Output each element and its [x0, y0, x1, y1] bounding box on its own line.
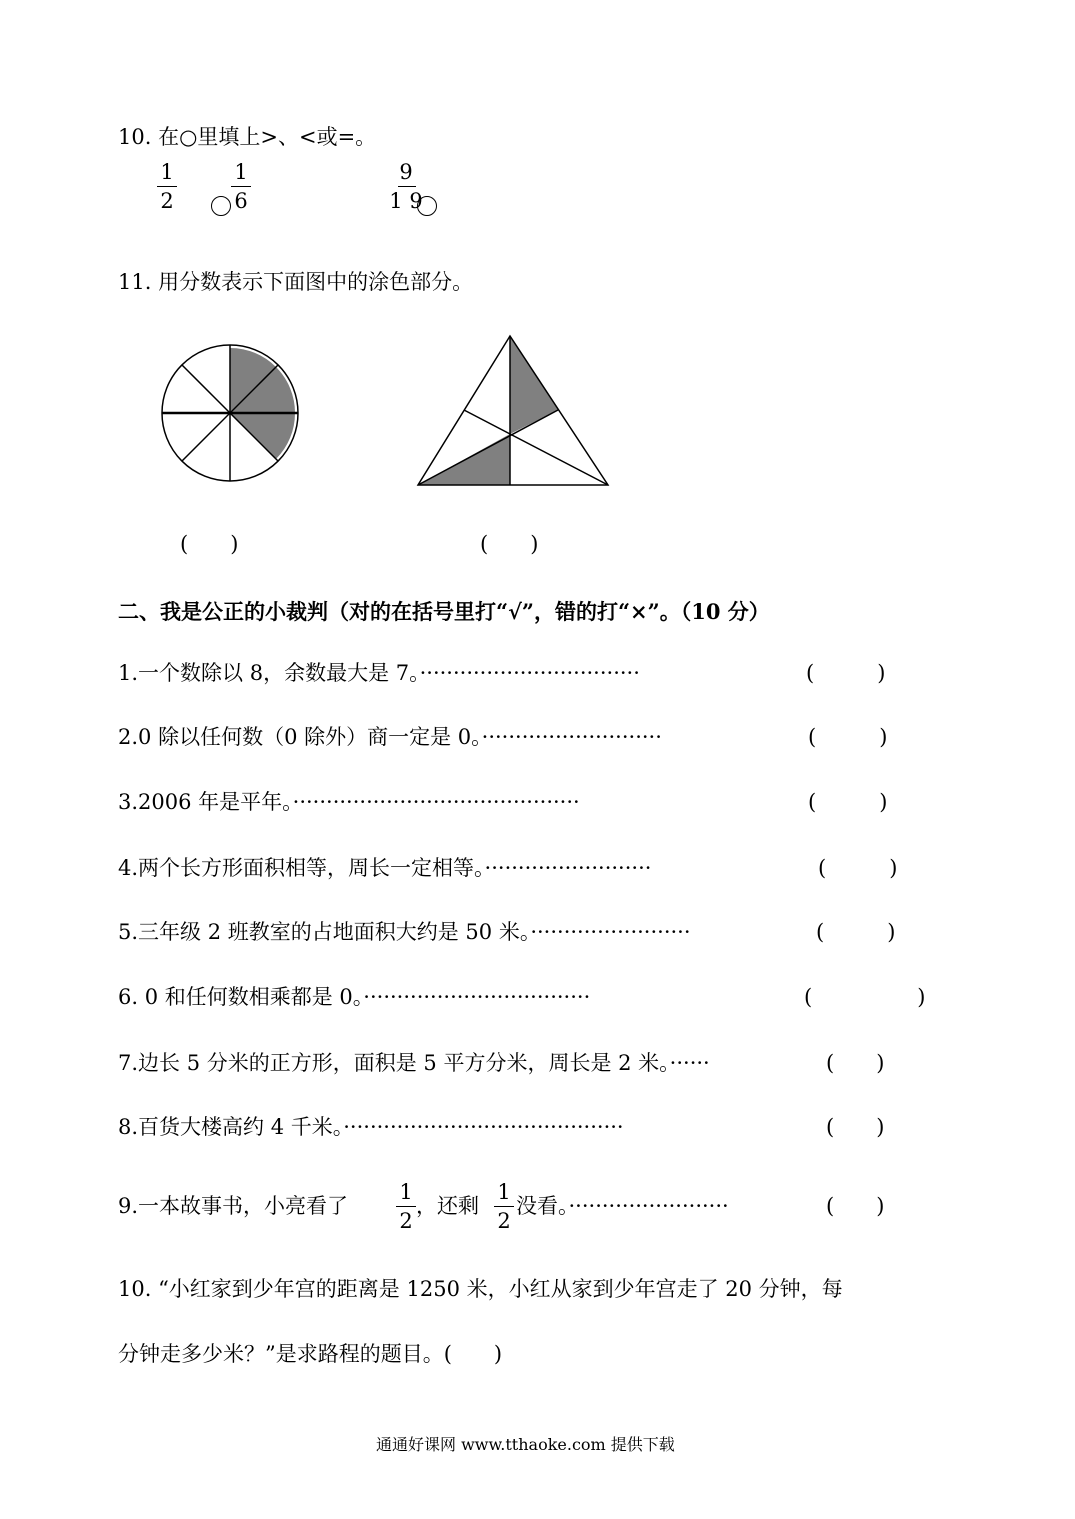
judge-item-10-line2: 分钟走多少米？”是求路程的题目。( ) [118, 1342, 503, 1366]
circle-answer-blank[interactable]: ( ) [180, 532, 239, 556]
answer-blank[interactable]: ( ) [826, 1194, 885, 1218]
item-dots: ··························· [481, 725, 662, 749]
answer-blank[interactable]: ( ) [808, 725, 888, 749]
fraction-denominator: 2 [160, 189, 174, 213]
page-footer: 通通好课网 www.tthaoke.com 提供下载 [376, 1435, 675, 1454]
judge-item-1 [118, 660, 640, 686]
item-text: 3.2006 年是平年。 [118, 790, 293, 814]
fraction-half [157, 160, 177, 213]
judge-item-10-line1: 10. “小红家到少年宫的距离是 1250 米，小红从家到少年宫走了 20 分钟，每 [118, 1277, 843, 1301]
answer-blank[interactable]: ( ) [826, 1051, 885, 1075]
judge-item-2 [118, 724, 662, 750]
item-text: ，还剩 [416, 1194, 479, 1218]
q11-title: 11. 用分数表示下面图中的涂色部分。 [118, 270, 474, 294]
item-dots: ································· [419, 661, 640, 685]
item-text: 没看。 [516, 1194, 569, 1218]
section-heading: 二、我是公正的小裁判（对的在括号里打“√”，错的打“×”。（10 分） [118, 599, 770, 624]
q10-title: 10. 在○里填上>、<或=。 [118, 125, 377, 149]
fraction-bar [398, 186, 416, 187]
fraction-denominator: 1 9 [389, 189, 423, 213]
item-dots: ·································· [363, 985, 591, 1009]
fraction-bar [231, 186, 251, 187]
judge-item-9 [118, 1193, 348, 1219]
judge-item-8 [118, 1114, 624, 1140]
fraction-denominator: 2 [497, 1209, 511, 1233]
answer-blank[interactable]: ( ) [826, 1115, 885, 1139]
fraction-numerator: 1 [399, 1180, 413, 1204]
triangle-shaded-part [510, 336, 558, 434]
answer-blank[interactable]: ( ) [808, 790, 888, 814]
item-dots: ························· [484, 856, 652, 880]
item-text: 5.三年级 2 班教室的占地面积大约是 50 米。 [118, 920, 531, 944]
fraction-half [494, 1180, 514, 1233]
shaded-triangle-figure [410, 328, 620, 493]
fraction-sixth [231, 160, 251, 213]
fraction-denominator: 2 [399, 1209, 413, 1233]
fraction-half [396, 1180, 416, 1233]
item-dots: ··········································· [292, 790, 580, 814]
triangle-answer-blank[interactable]: ( ) [480, 532, 539, 556]
judge-item-3 [118, 789, 580, 815]
judge-item-4 [118, 855, 651, 881]
item-9-end [516, 1193, 729, 1219]
answer-blank[interactable]: ( ) [804, 985, 926, 1009]
item-dots: ·········································· [343, 1115, 624, 1139]
fraction-bar [396, 1206, 416, 1207]
judge-item-6 [118, 984, 590, 1010]
fraction-bar [494, 1206, 514, 1207]
fraction-numerator: 1 [497, 1180, 511, 1204]
compare-circle[interactable] [211, 196, 231, 216]
item-text: 8.百货大楼高约 4 千米。 [118, 1115, 344, 1139]
fraction-numerator: 1 [234, 160, 248, 184]
item-dots: ······ [669, 1051, 710, 1075]
item-text: 1.一个数除以 8，余数最大是 7。 [118, 661, 420, 685]
item-text: 4.两个长方形面积相等，周长一定相等。 [118, 856, 485, 880]
item-text: 7.边长 5 分米的正方形，面积是 5 平方分米，周长是 2 米。 [118, 1051, 670, 1075]
judge-item-5 [118, 919, 691, 945]
answer-blank[interactable]: ( ) [806, 661, 886, 685]
item-text: 6. 0 和任何数相乘都是 0。 [118, 985, 364, 1009]
fraction-numerator: 9 [399, 160, 413, 184]
item-dots: ························ [530, 920, 691, 944]
fraction-bar [157, 186, 177, 187]
item-dots: ························ [568, 1194, 729, 1218]
item-text: 9.一本故事书，小亮看了 [118, 1194, 349, 1218]
fraction-numerator: 1 [160, 160, 174, 184]
judge-item-7 [118, 1050, 710, 1076]
answer-blank[interactable]: ( ) [818, 856, 898, 880]
item-9-middle [416, 1193, 479, 1219]
compare-circle[interactable] [417, 196, 437, 216]
fraction-denominator: 6 [234, 189, 248, 213]
answer-blank[interactable]: ( ) [816, 920, 896, 944]
item-text: 2.0 除以任何数（0 除外）商一定是 0。 [118, 725, 482, 749]
shaded-circle-figure [155, 340, 305, 490]
